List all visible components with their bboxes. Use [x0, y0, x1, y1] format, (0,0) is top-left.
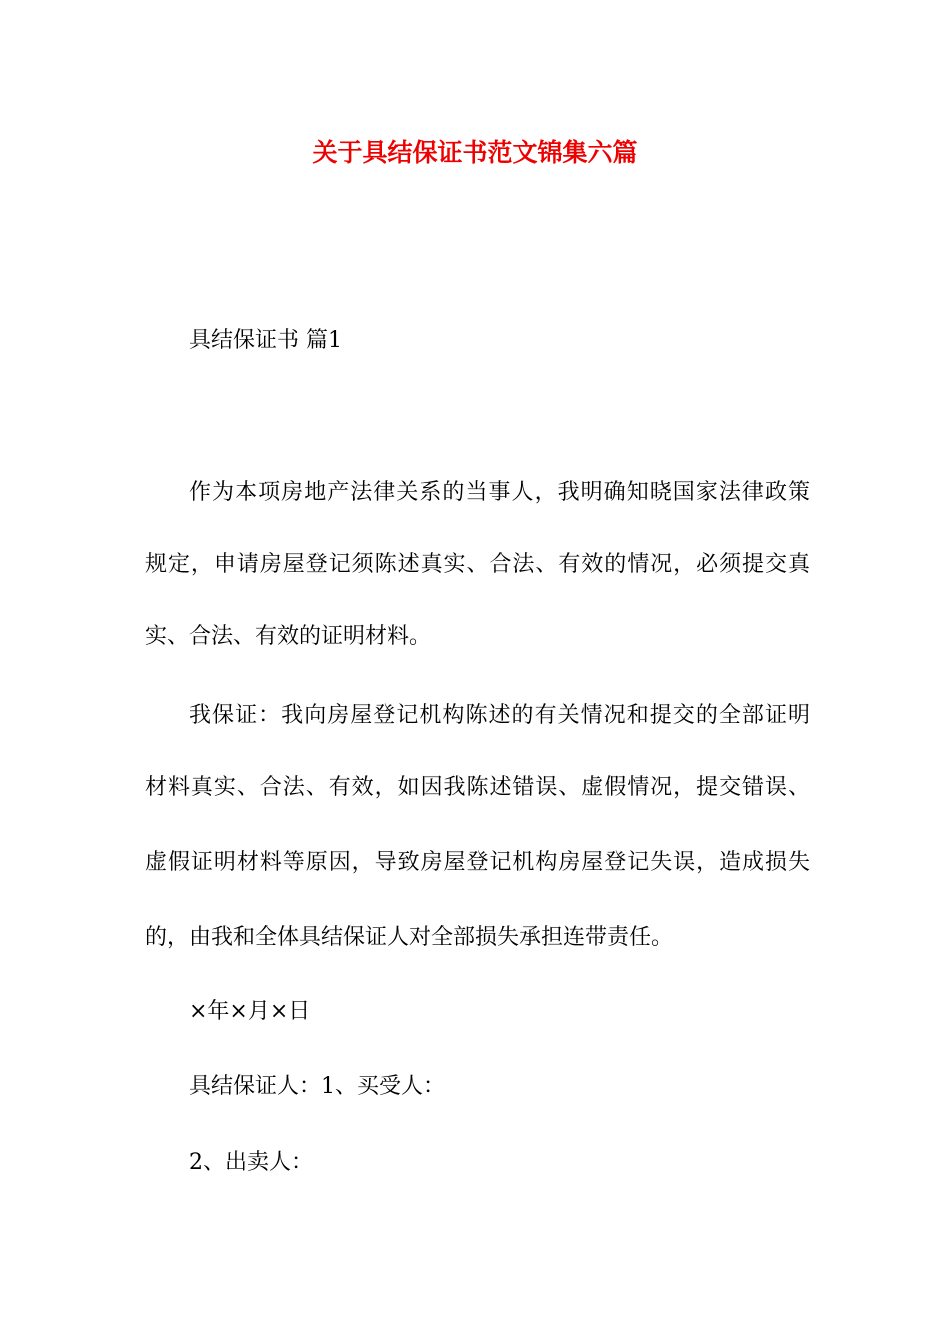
paragraph-2-line-4: 的，由我和全体具结保证人对全部损失承担连带责任。	[145, 925, 674, 950]
seller-line: 2、出卖人：	[189, 1150, 313, 1175]
document-title: 关于具结保证书范文锦集六篇	[312, 138, 638, 167]
paragraph-1-line-3: 实、合法、有效的证明材料。	[145, 624, 432, 649]
paragraph-2-line-2: 材料真实、合法、有效，如因我陈述错误、虚假情况，提交错误、	[145, 775, 810, 800]
paragraph-1-line-1: 作为本项房地产法律关系的当事人，我明确知晓国家法律政策	[189, 480, 810, 505]
date-line: ×年×月×日	[189, 999, 311, 1024]
section-heading: 具结保证书 篇1	[189, 328, 342, 353]
paragraph-2-line-3: 虚假证明材料等原因，导致房屋登记机构房屋登记失误，造成损失	[145, 850, 810, 875]
paragraph-1-line-2: 规定，申请房屋登记须陈述真实、合法、有效的情况，必须提交真	[145, 552, 810, 577]
guarantor-line: 具结保证人：1、买受人：	[189, 1074, 445, 1099]
paragraph-2-line-1: 我保证：我向房屋登记机构陈述的有关情况和提交的全部证明	[189, 703, 810, 728]
